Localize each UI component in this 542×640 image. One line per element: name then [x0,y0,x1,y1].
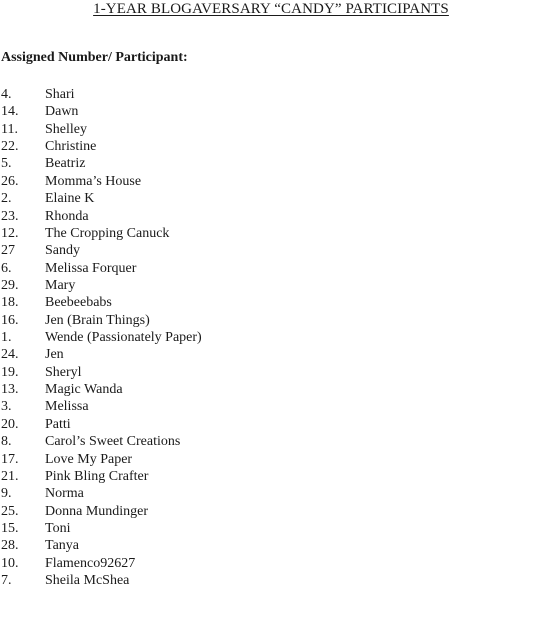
participant-number: 17. [1,451,19,467]
participant-row [0,225,202,242]
participant-row [0,537,202,554]
participant-name: Christine [45,139,97,155]
participant-number: 1. [1,330,12,346]
participant-number: 28. [1,538,19,554]
participant-name: Elaine K [45,191,95,207]
participant-row [0,468,202,485]
list-subheading: Assigned Number/ Participant: [1,50,188,65]
participant-number: 21. [1,468,19,484]
participant-name: Beatriz [45,156,86,172]
participant-name: Magic Wanda [45,382,123,398]
participant-number: 14. [1,104,19,120]
participant-row [0,503,202,520]
participant-row [0,451,202,468]
participant-number: 20. [1,416,19,432]
participant-row [0,364,202,381]
participant-name: Sheryl [45,364,82,380]
participant-row [0,485,202,502]
participant-row [0,555,202,572]
participant-name: Shari [45,87,75,102]
participant-row [0,294,202,311]
participant-name: The Cropping Canuck [45,225,170,241]
participant-name: Momma’s House [45,173,142,189]
participant-number: 23. [1,208,19,224]
participant-name: Rhonda [45,208,89,224]
participant-number: 18. [1,295,19,311]
participant-name: Love My Paper [45,451,133,467]
participant-name: Shelley [45,121,87,137]
participant-name: Jen [45,347,64,363]
participant-number: 16. [1,312,19,328]
participant-row [0,242,202,259]
participant-name: Dawn [45,104,79,120]
participant-row [0,208,202,225]
participant-row [0,86,202,103]
participant-row [0,346,202,363]
participant-name: Melissa Forquer [45,260,137,276]
participant-name: Sheila McShea [45,573,130,589]
participant-name: Wende (Passionately Paper) [45,330,202,346]
participant-row [0,277,202,294]
participant-number: 8. [1,434,12,450]
participant-row [0,398,202,415]
participant-number: 4. [1,87,12,102]
participant-name: Carol’s Sweet Creations [45,434,181,450]
participant-number: 5. [1,156,12,172]
participant-list [0,86,202,589]
participant-name: Patti [45,416,71,432]
participant-number: 27 [1,243,15,259]
participant-row [0,155,202,172]
participant-number: 24. [1,347,19,363]
participant-number: 13. [1,382,19,398]
participant-row [0,121,202,138]
participant-number: 25. [1,503,19,519]
participant-number: 10. [1,555,19,571]
participant-row [0,416,202,433]
participant-number: 7. [1,573,12,589]
participant-number: 3. [1,399,12,415]
participant-row [0,138,202,155]
participant-row [0,329,202,346]
participant-number: 9. [1,486,12,502]
participant-name: Pink Bling Crafter [45,468,149,484]
participant-name: Flamenco92627 [45,555,136,571]
participant-name: Beebeebabs [45,295,112,311]
participant-row [0,103,202,120]
participant-number: 11. [1,121,18,137]
participant-name: Melissa [45,399,89,415]
participant-row [0,173,202,190]
participant-row [0,520,202,537]
participant-number: 22. [1,139,19,155]
document-title: 1-YEAR BLOGAVERSARY “CANDY” PARTICIPANTS [93,1,449,17]
participant-number: 19. [1,364,19,380]
participant-number: 2. [1,191,12,207]
participant-number: 12. [1,225,19,241]
participant-name: Norma [45,486,84,502]
participant-name: Donna Mundinger [45,503,149,519]
participant-name: Mary [45,277,76,293]
participant-row [0,260,202,277]
participant-number: 29. [1,277,19,293]
participant-row [0,433,202,450]
participant-name: Jen (Brain Things) [45,312,150,328]
participant-name: Toni [45,520,71,536]
participant-row [0,190,202,207]
participant-name: Tanya [45,538,80,554]
participant-number: 26. [1,173,19,189]
participant-name: Sandy [45,243,80,259]
participant-row [0,572,202,589]
participant-number: 15. [1,520,19,536]
participant-row [0,312,202,329]
participant-number: 6. [1,260,12,276]
participant-row [0,381,202,398]
